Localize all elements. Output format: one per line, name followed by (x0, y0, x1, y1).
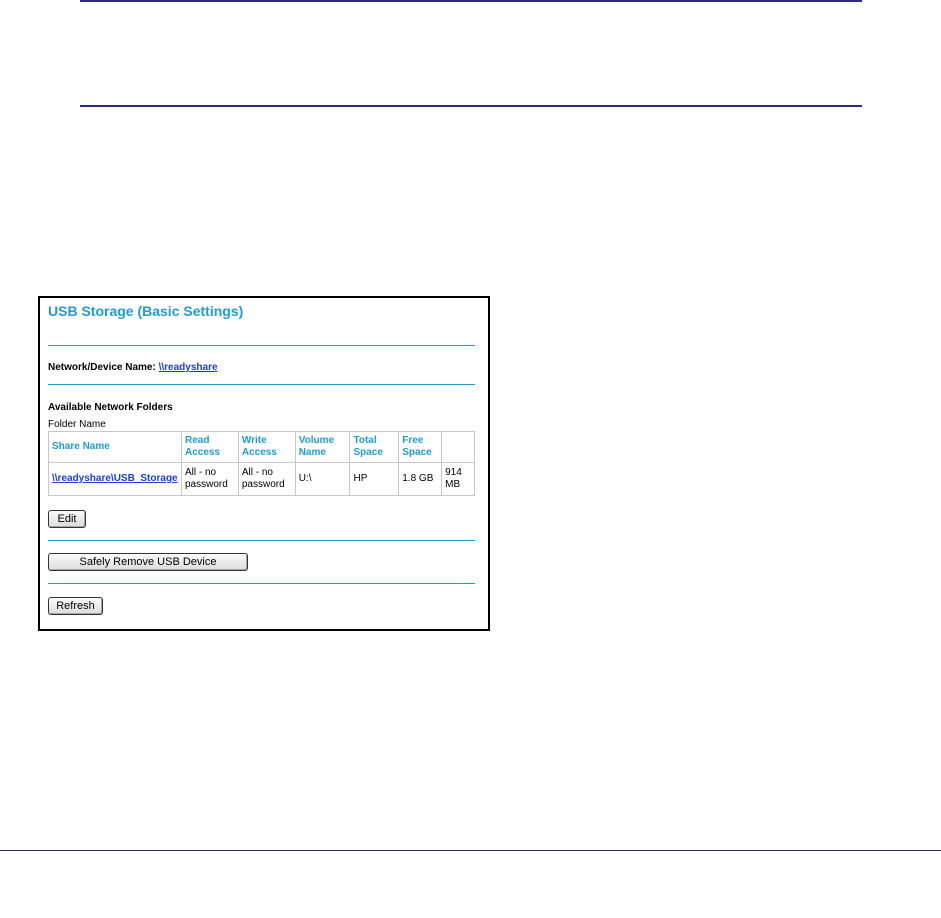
document-top-rule (80, 0, 862, 2)
free-space-cell: 1.8 GB (399, 463, 442, 496)
col-free-space: Free Space (399, 432, 442, 463)
col-total-space: Total Space (350, 432, 399, 463)
device-name-row (48, 362, 218, 373)
extra-cell: 914 MB (442, 463, 475, 496)
document-footer-rule (0, 850, 941, 851)
divider (48, 345, 475, 346)
col-write-access: Write Access (238, 432, 295, 463)
edit-button[interactable]: Edit (48, 510, 86, 528)
col-share-name: Share Name (49, 432, 182, 463)
usb-storage-panel (38, 296, 490, 631)
page-title: USB Storage (Basic Settings) (48, 303, 244, 319)
folder-name-label: Folder Name (48, 419, 106, 430)
folders-table (48, 431, 475, 496)
col-volume-name: Volume Name (295, 432, 350, 463)
write-access-cell: All - no password (238, 463, 295, 496)
divider (48, 384, 475, 385)
device-name-link[interactable]: \\readyshare (158, 362, 218, 373)
volume-name-cell: U:\ (295, 463, 350, 496)
safely-remove-usb-button[interactable]: Safely Remove USB Device (48, 553, 248, 571)
device-name-label: Network/Device Name: (48, 362, 156, 373)
available-folders-heading: Available Network Folders (48, 402, 173, 413)
share-name-link[interactable]: \\readyshare\USB_Storage (52, 473, 178, 484)
divider (48, 583, 475, 584)
total-space-cell: HP (350, 463, 399, 496)
col-read-access: Read Access (181, 432, 238, 463)
read-access-cell: All - no password (181, 463, 238, 496)
table-header-row (49, 432, 475, 463)
divider (48, 540, 475, 541)
table-row (49, 463, 475, 496)
share-name-cell (49, 463, 182, 496)
col-extra (442, 432, 475, 463)
refresh-button[interactable]: Refresh (48, 597, 103, 615)
document-header-rule (80, 105, 862, 107)
